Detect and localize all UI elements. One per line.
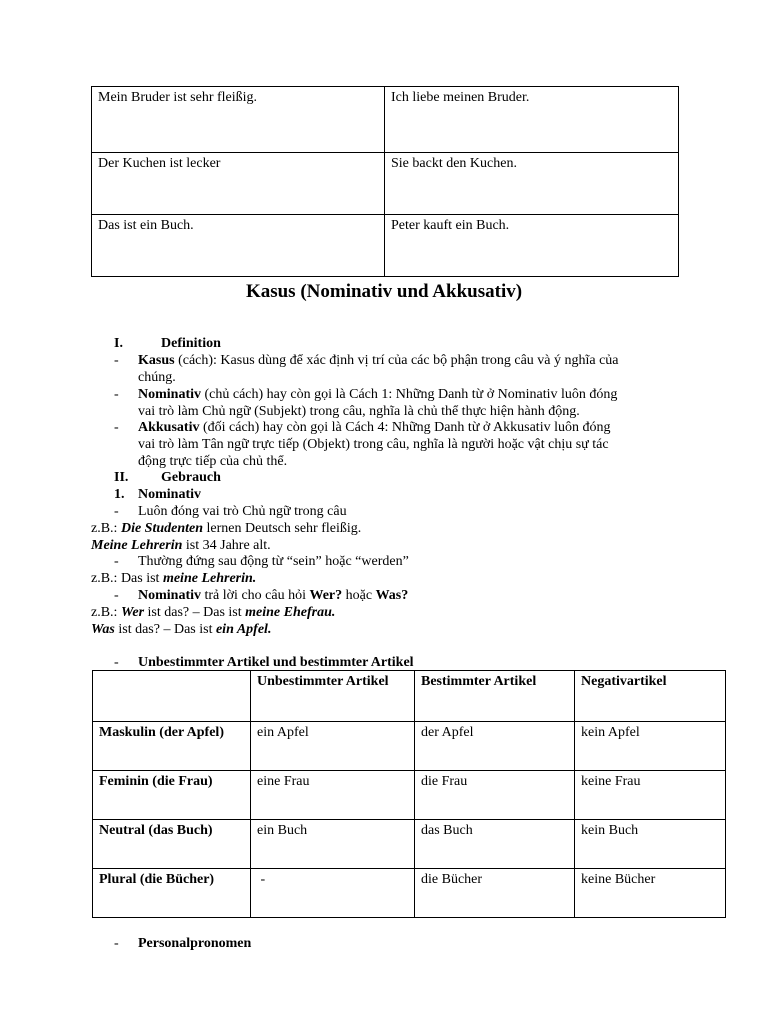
table-cell: kein Buch [575,820,726,869]
table-cell: die Frau [415,771,575,820]
row-label: Maskulin (der Apfel) [93,722,251,771]
table-row [92,153,679,215]
table-header-cell: Unbestimmter Artikel [251,671,415,722]
example-text: lernen Deutsch sehr fleißig. [203,521,362,536]
emphasis: ein Apfel. [215,622,272,637]
table-cell: ein Apfel [251,722,415,771]
table-row [92,87,679,153]
table-cell: ein Buch [251,820,415,869]
bullet-dash: - [114,655,119,670]
list-item-text: hoặc [345,588,376,603]
bullet-dash: - [114,588,119,603]
page-title: Kasus (Nominativ und Akkusativ) [245,281,523,302]
example-line [91,604,335,621]
example-text: ist das? – Das ist [114,622,216,637]
table-cell: Peter kauft ein Buch. [385,215,679,277]
list-heading: Unbestimmter Artikel und bestimmter Artikel [138,655,414,670]
term: Nominativ [138,387,201,402]
example-line [91,621,271,638]
definition-text: (cách): Kasus dùng để xác định vị trí của các bộ phận trong câu và ý nghĩa của [174,353,619,368]
definition-text: chúng. [138,370,176,385]
list-item-text: Thường đứng sau động từ “sein” hoặc “werden” [138,554,409,569]
subsection-heading: Nominativ [138,487,201,502]
bullet-dash: - [114,420,119,435]
table-cell: Der Kuchen ist lecker [92,153,385,215]
bullet-dash: - [114,504,119,519]
emphasis: meine Lehrerin. [162,571,257,586]
table-cell: die Bücher [415,869,575,918]
table-cell: das Buch [415,820,575,869]
emphasis: Wer [120,605,145,620]
example-sentence-table [91,86,679,277]
definition-text: vai trò làm Tân ngữ trực tiếp (Objekt) trong câu, nghĩa là người hoặc vật chịu sự tác [138,437,609,452]
table-cell: der Apfel [415,722,575,771]
table-header-cell: Bestimmter Artikel [415,671,575,722]
article-table [92,670,726,918]
bullet-dash: - [114,554,119,569]
definition-text: vai trò làm Chủ ngữ (Subjekt) trong câu, nghĩa là chủ thể thực hiện hành động. [138,404,580,419]
table-row [93,869,726,918]
emphasis: Was [91,622,115,637]
table-header-cell: Negativartikel [575,671,726,722]
table-cell: kein Apfel [575,722,726,771]
bullet-dash: - [114,936,119,951]
table-cell: eine Frau [251,771,415,820]
definition-text: (chủ cách) hay còn gọi là Cách 1: Những Danh từ ở Nominativ luôn đóng [201,387,618,402]
term: Akkusativ [138,420,200,435]
example-prefix: z.B.: [91,521,121,536]
definition-text: (đối cách) hay còn gọi là Cách 4: Những Danh từ ở Akkusativ luôn đóng [199,420,611,435]
row-label: Feminin (die Frau) [93,771,251,820]
term: Kasus [138,353,175,368]
example-text: ist das? – Das ist [144,605,246,620]
question-word: Wer? [309,588,346,603]
table-row [93,820,726,869]
example-prefix: z.B.: Das ist [91,571,163,586]
subsection-number: 1. [114,487,125,502]
list-item-text: Luôn đóng vai trò Chủ ngữ trong câu [138,504,347,519]
section-number: II. [114,470,129,485]
table-row [93,771,726,820]
question-word: Was? [375,588,409,603]
row-label: Neutral (das Buch) [93,820,251,869]
table-row [92,215,679,277]
bullet-dash: - [114,387,119,402]
table-header-cell [93,671,251,722]
table-cell: Ich liebe meinen Bruder. [385,87,679,153]
example-line [91,520,361,537]
example-line [91,537,271,554]
table-cell: Mein Bruder ist sehr fleißig. [92,87,385,153]
table-cell: Sie backt den Kuchen. [385,153,679,215]
section-number: I. [114,336,123,351]
table-row [93,722,726,771]
table-header-row [93,671,726,722]
emphasis: meine Ehefrau. [245,605,336,620]
term: Nominativ [138,588,201,603]
example-prefix: z.B.: [91,605,121,620]
list-heading: Personalpronomen [138,936,252,951]
emphasis: Die Studenten [120,521,204,536]
bullet-dash: - [114,353,119,368]
table-cell: keine Frau [575,771,726,820]
table-cell: Das ist ein Buch. [92,215,385,277]
table-cell: keine Bücher [575,869,726,918]
definition-text: động trực tiếp của chủ thể. [138,454,288,469]
example-text: ist 34 Jahre alt. [182,538,271,553]
list-item-text: trả lời cho câu hỏi [201,588,310,603]
row-label: Plural (die Bücher) [93,869,251,918]
example-line [91,570,256,587]
table-cell: - [251,869,415,918]
section-heading: Definition [161,336,221,351]
section-heading: Gebrauch [161,470,221,485]
emphasis: Meine Lehrerin [91,538,183,553]
